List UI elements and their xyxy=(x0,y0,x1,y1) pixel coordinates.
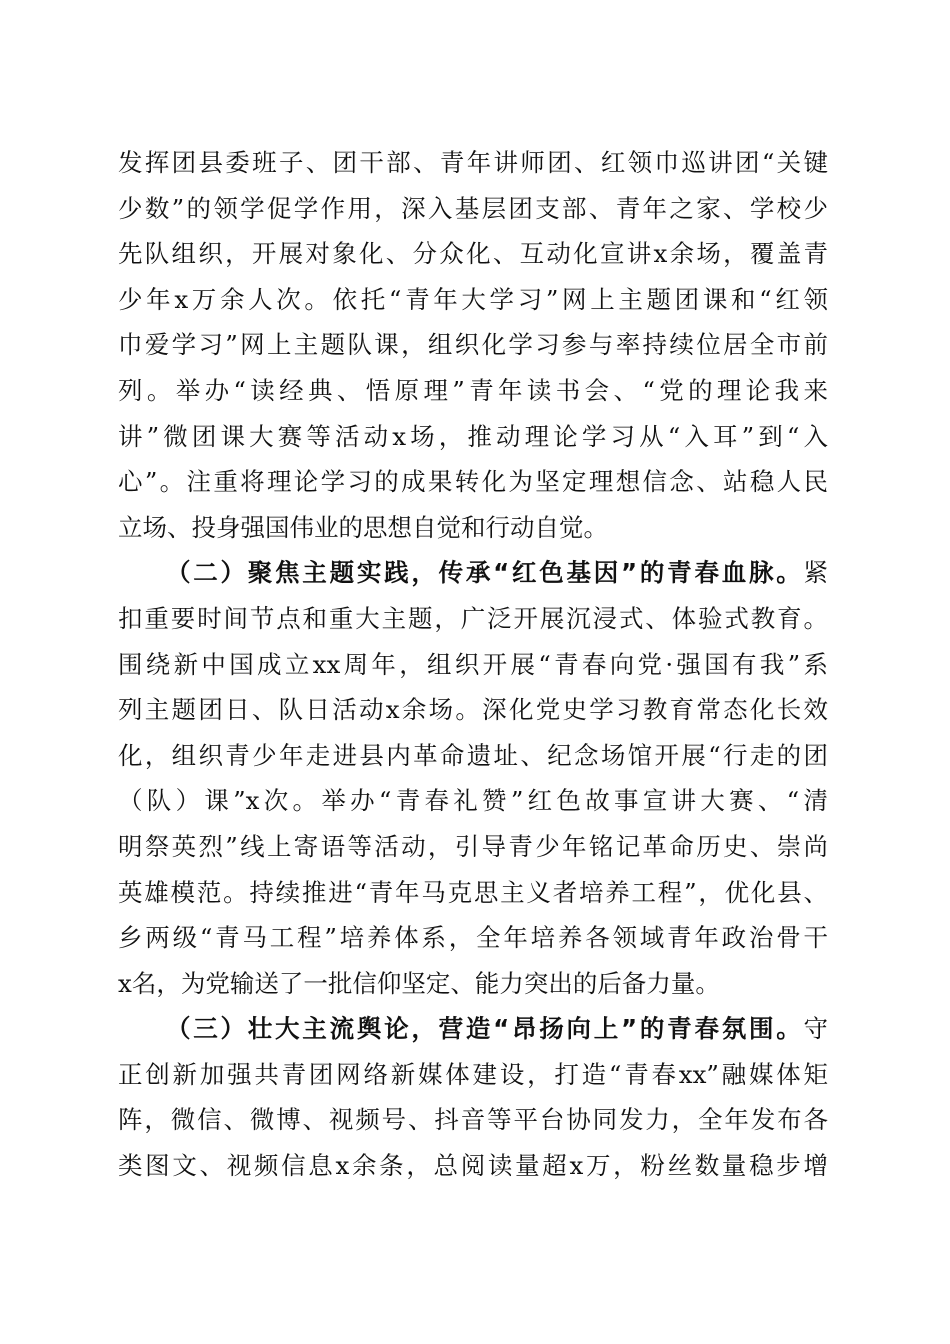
paragraph-2 xyxy=(118,550,828,1006)
text-line: 先队组织，开展对象化、分众化、互动化宣讲x余场，覆盖青 xyxy=(118,239,828,269)
paragraph-1 xyxy=(118,140,828,550)
text-line: 少数”的领学促学作用，深入基层团支部、青年之家、学校少 xyxy=(118,193,828,223)
section-heading: （二）聚焦主题实践，传承“红色基因”的青春血脉。 xyxy=(166,558,804,588)
text-line: 乡两级“青马工程”培养体系，全年培养各领域青年政治骨干 xyxy=(118,923,828,953)
text-line: 讲”微团课大赛等活动x场，推动理论学习从“入耳”到“入 xyxy=(118,421,828,451)
text-line: 阵，微信、微博、视频号、抖音等平台协同发力，全年发布各 xyxy=(118,1105,828,1135)
text-line: 列主题团日、队日活动x余场。深化党史学习教育常态化长效 xyxy=(118,695,828,725)
paragraph-3 xyxy=(118,1006,828,1188)
text-line: x名，为党输送了一批信仰坚定、能力突出的后备力量。 xyxy=(118,968,720,998)
text-line: 明祭英烈”线上寄语等活动，引导青少年铭记革命历史、崇尚 xyxy=(118,831,828,861)
text-line: 类图文、视频信息x余条，总阅读量超x万，粉丝数量稳步增 xyxy=(118,1151,828,1181)
text-line: 少年x万余人次。依托“青年大学习”网上主题团课和“红领 xyxy=(118,284,828,314)
text-line: （队）课”x次。举办“青春礼赞”红色故事宣讲大赛、“清 xyxy=(118,786,828,816)
text-line: 列。举办“读经典、悟原理”青年读书会、“党的理论我来 xyxy=(118,375,828,405)
text-line: 正创新加强共青团网络新媒体建设，打造“青春xx”融媒体矩 xyxy=(118,1059,828,1089)
text-line: 围绕新中国成立xx周年，组织开展“青春向党·强国有我”系 xyxy=(118,649,828,679)
heading-trailing-text: 紧 xyxy=(803,558,828,588)
text-line: 扣重要时间节点和重大主题，广泛开展沉浸式、体验式教育。 xyxy=(118,603,828,633)
section-heading-line xyxy=(118,550,828,596)
text-line: 心”。注重将理论学习的成果转化为坚定理想信念、站稳人民 xyxy=(118,467,828,497)
section-heading: （三）壮大主流舆论，营造“昂扬向上”的青春氛围。 xyxy=(166,1014,804,1044)
heading-trailing-text: 守 xyxy=(803,1014,828,1044)
text-line: 化，组织青少年走进县内革命遗址、纪念场馆开展“行走的团 xyxy=(118,740,828,770)
text-line: 巾爱学习”网上主题队课，组织化学习参与率持续位居全市前 xyxy=(118,330,828,360)
text-line: 英雄模范。持续推进“青年马克思主义者培养工程”，优化县、 xyxy=(118,877,828,907)
document-body xyxy=(118,140,828,1189)
text-line: 立场、投身强国伟业的思想自觉和行动自觉。 xyxy=(118,512,608,542)
text-line: 发挥团县委班子、团干部、青年讲师团、红领巾巡讲团“关键 xyxy=(118,148,828,177)
section-heading-line xyxy=(118,1006,828,1052)
